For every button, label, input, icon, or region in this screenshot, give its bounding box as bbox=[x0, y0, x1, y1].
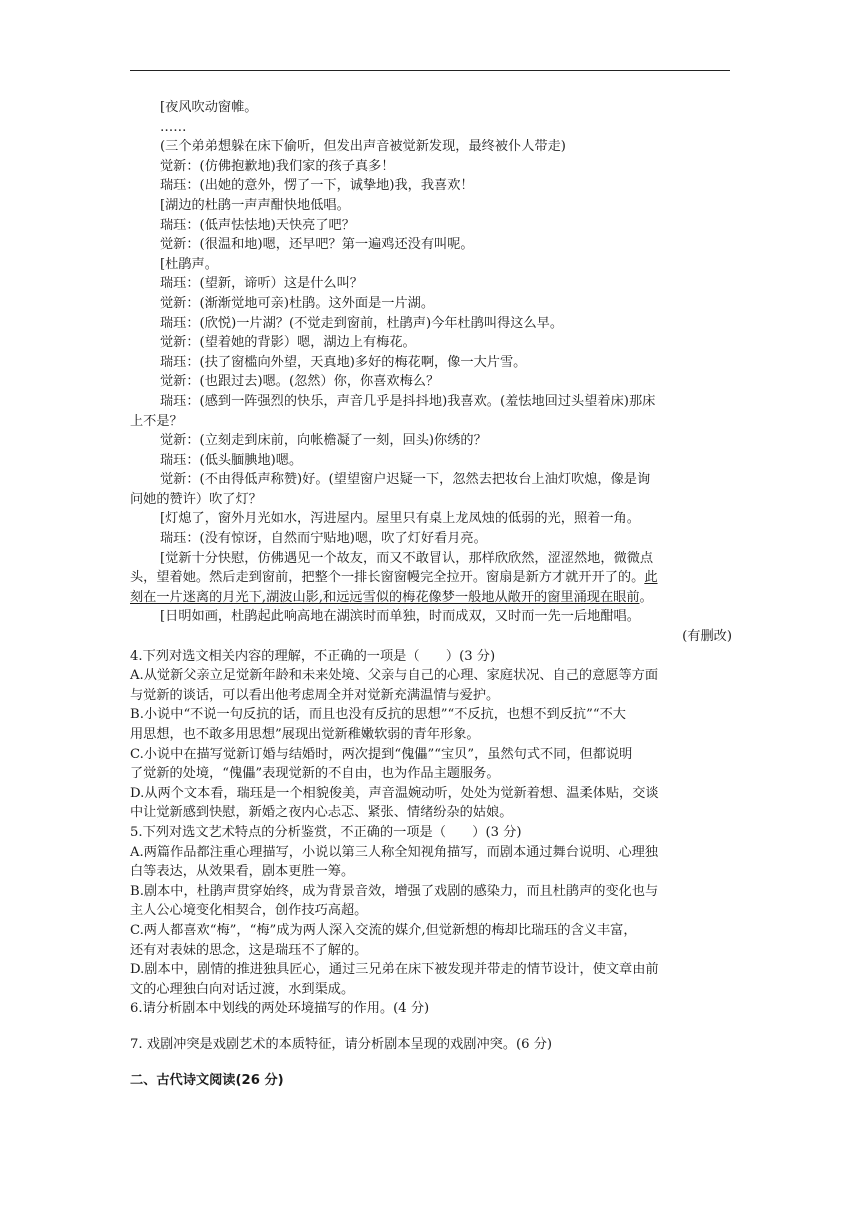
dialogue-line: 瑞珏：(感到一阵强烈的快乐，声音几乎是抖抖地)我喜欢。(羞怯地回过头望着床)那床 bbox=[160, 393, 656, 409]
dialogue-line: 瑞珏：(低声怯怯地)天快亮了吧？ bbox=[160, 217, 355, 233]
option-c: C.小说中在描写觉新订婚与结婚时，两次提到“傀儡”“宝贝”，虽然句式不同，但都说明 bbox=[130, 746, 633, 762]
option-d: D.从两个文本看，瑞珏是一个相貌俊美，声音温婉动听，处处为觉新着想、温柔体贴，交谈 bbox=[130, 785, 659, 801]
option-b-continued: 主人公心境变化相契合，创作技巧高超。 bbox=[130, 903, 368, 919]
question-5 bbox=[130, 823, 732, 999]
plain-text: 。 bbox=[639, 589, 653, 605]
dialogue-line-continued: 问她的赞许）吹了灯？ bbox=[130, 491, 262, 507]
section-heading: 二、古代诗文阅读(26 分) bbox=[130, 1072, 284, 1088]
stage-direction: [夜风吹动窗帷。 bbox=[160, 100, 258, 115]
stage-direction-continued bbox=[130, 568, 732, 588]
header-rule bbox=[130, 70, 730, 71]
question-stem: 5.下列对选文艺术特点的分析鉴赏，不正确的一项是（ ）(3 分) bbox=[130, 824, 522, 840]
question-7: 7. 戏剧冲突是戏剧艺术的本质特征，请分析剧本呈现的戏剧冲突。(6 分) bbox=[130, 1036, 553, 1052]
dialogue-line: 瑞珏：(望新，谛听）这是什么叫？ bbox=[160, 276, 363, 292]
option-a-continued: 与觉新的谈话，可以看出他考虑周全并对觉新充满温情与爱护。 bbox=[130, 687, 500, 703]
underlined-text: 刻在一片迷离的月光下,湖波山影,和远远雪似的梅花像梦一般地从敞开的窗里涌现在眼前 bbox=[130, 589, 640, 605]
option-a: A.从觉新父亲立足觉新年龄和未来处境、父亲与自己的心理、家庭状况、自己的意愿等方面 bbox=[130, 668, 659, 684]
script-excerpt bbox=[130, 98, 732, 647]
question-4 bbox=[130, 647, 732, 823]
stage-direction: [杜鹃声。 bbox=[160, 256, 218, 272]
option-b: B.剧本中，杜鹃声贯穿始终，成为背景音效，增强了戏剧的感染力，而且杜鹃声的变化也与 bbox=[130, 883, 659, 899]
stage-direction: [日明如画，杜鹃起此响高地在湖滨时而单独，时而成双，又时而一先一后地酣唱。 bbox=[160, 609, 640, 625]
stage-direction: [觉新十分快慰，仿佛遇见一个故友，而又不敢冒认，那样欣欣然，涩涩然地，微微点 bbox=[160, 550, 654, 566]
stage-direction: [灯熄了，窗外月光如水，泻进屋内。屋里只有桌上龙凤烛的低弱的光，照着一角。 bbox=[160, 511, 640, 527]
option-c-continued: 了觉新的处境，“傀儡”表现觉新的不自由，也为作品主题服务。 bbox=[130, 766, 500, 782]
dialogue-line: 瑞珏：(出她的意外，愣了一下，诚挚地)我，我喜欢！ bbox=[160, 178, 474, 194]
dialogue-line: 觉新：(不由得低声称赞)好。(望望窗户迟疑一下，忽然去把妆台上油灯吹熄，像是询 bbox=[160, 472, 651, 488]
question-stem: 4.下列对选文相关内容的理解，不正确的一项是（ ）(3 分) bbox=[130, 648, 496, 664]
stage-direction: [湖边的杜鹃一声声酣快地低唱。 bbox=[160, 197, 350, 213]
dialogue-line: 觉新：(也跟过去)嗯。(忽然）你，你喜欢梅么？ bbox=[160, 374, 440, 390]
dialogue-line: 觉新：(很温和地)嗯，还早吧？第一遍鸡还没有叫呢。 bbox=[160, 237, 474, 253]
option-a-continued: 白等表达，从效果看，剧本更胜一筹。 bbox=[130, 864, 355, 880]
dialogue-line: 觉新：(立刻走到床前，向帐檐凝了一刻，回头)你绣的？ bbox=[160, 433, 487, 449]
option-b-continued: 用思想，也不敢多用思想”展现出觉新稚嫩软弱的青年形象。 bbox=[130, 727, 480, 742]
dialogue-line: 瑞珏：(扶了窗槛向外望，天真地)多好的梅花啊，像一大片雪。 bbox=[160, 354, 527, 370]
dialogue-line: 瑞珏：(欣悦)一片湖？(不觉走到窗前，杜鹃声)今年杜鹃叫得这么早。 bbox=[160, 315, 564, 331]
dialogue-line: 觉新：(仿佛抱歉地)我们家的孩子真多！ bbox=[160, 158, 395, 174]
option-d-continued: 中让觉新感到快慰，新婚之夜内心忐忑、紧张、情绪纷杂的姑娘。 bbox=[130, 805, 513, 821]
option-d: D.剧本中，剧情的推进独具匠心，通过三兄弟在床下被发现并带走的情节设计，使文章由前 bbox=[130, 962, 659, 978]
dialogue-line: 觉新：(望着她的背影）嗯，湖边上有梅花。 bbox=[160, 335, 416, 351]
ellipsis: …… bbox=[160, 119, 187, 135]
stage-direction: (三个弟弟想躲在床下偷听，但发出声音被觉新发现，最终被仆人带走) bbox=[160, 139, 566, 155]
source-note: (有删改) bbox=[682, 629, 732, 645]
option-c: C.两人都喜欢“梅”，“梅”成为两人深入交流的媒介,但觉新想的梅却比瑞珏的含义丰富， bbox=[130, 922, 637, 938]
option-c-continued: 还有对表妹的思念，这是瑞珏不了解的。 bbox=[130, 942, 368, 958]
plain-text: 头，望着她。然后走到窗前，把整个一排长窗窗幔完全拉开。窗扇是新方才就开开了的。 bbox=[130, 570, 645, 586]
document-body bbox=[130, 98, 732, 1090]
dialogue-line: 瑞珏：(低头腼腆地)嗯。 bbox=[160, 452, 303, 468]
stage-direction-continued bbox=[130, 588, 732, 608]
option-a: A.两篇作品都注重心理描写，小说以第三人称全知视角描写，而剧本通过舞台说明、心理独 bbox=[130, 844, 659, 860]
dialogue-line-continued: 上不是？ bbox=[130, 413, 183, 429]
option-b: B.小说中“不说一句反抗的话，而且也没有反抗的思想”“不反抗，也想不到反抗”“不大 bbox=[130, 707, 626, 723]
underlined-text: 此 bbox=[644, 570, 658, 586]
option-d-continued: 文的心理独白向对话过渡，水到渠成。 bbox=[130, 981, 355, 997]
dialogue-line: 觉新：(渐渐觉地可亲)杜鹃。这外面是一片湖。 bbox=[160, 295, 435, 311]
dialogue-line: 瑞珏：(没有惊讶，自然而宁贴地)嗯，吹了灯好看月亮。 bbox=[160, 531, 487, 547]
question-6: 6.请分析剧本中划线的两处环境描写的作用。(4 分) bbox=[130, 1001, 430, 1017]
